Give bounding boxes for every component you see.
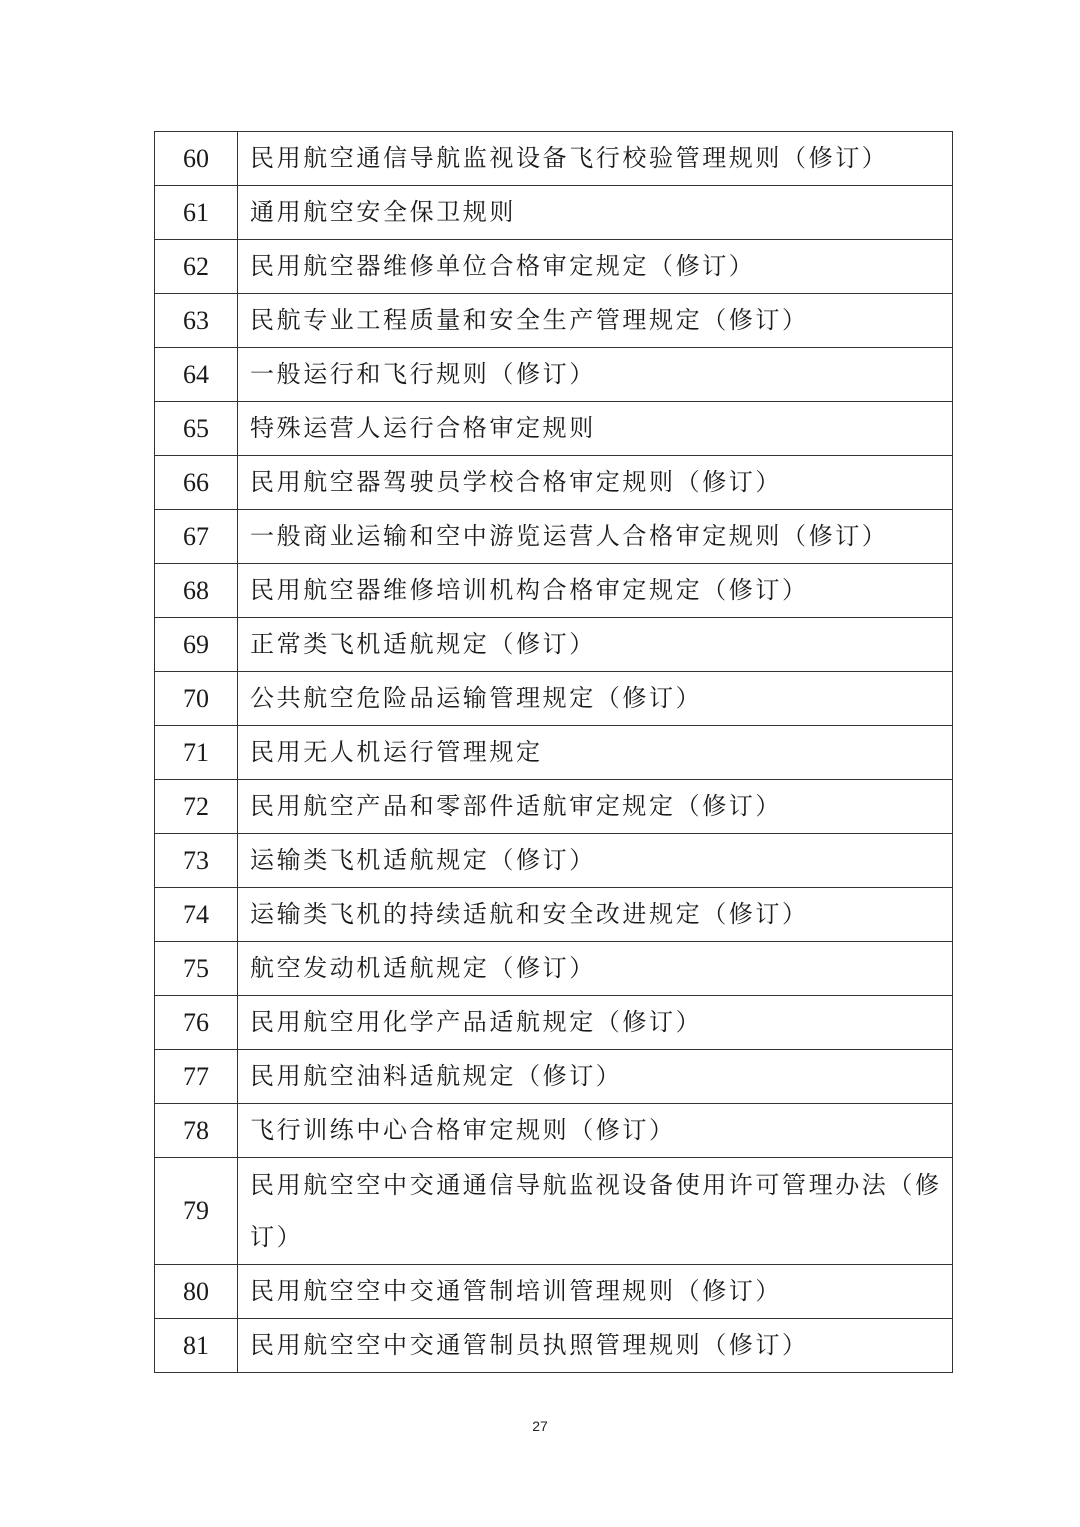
row-number: 73 [155, 834, 238, 888]
table-row [155, 186, 953, 240]
row-number: 65 [155, 402, 238, 456]
row-number: 62 [155, 240, 238, 294]
row-number: 70 [155, 672, 238, 726]
regulation-title: 民用航空用化学产品适航规定（修订） [238, 996, 953, 1050]
row-number: 78 [155, 1104, 238, 1158]
table-row [155, 564, 953, 618]
row-number: 79 [155, 1158, 238, 1265]
row-number: 77 [155, 1050, 238, 1104]
regulation-title: 飞行训练中心合格审定规则（修订） [238, 1104, 953, 1158]
regulation-title: 民用航空空中交通管制员执照管理规则（修订） [238, 1319, 953, 1373]
row-number: 69 [155, 618, 238, 672]
regulation-title: 特殊运营人运行合格审定规则 [238, 402, 953, 456]
table-row [155, 618, 953, 672]
regulation-title: 民用航空器驾驶员学校合格审定规则（修订） [238, 456, 953, 510]
row-number: 81 [155, 1319, 238, 1373]
row-number: 72 [155, 780, 238, 834]
row-number: 74 [155, 888, 238, 942]
regulation-title: 通用航空安全保卫规则 [238, 186, 953, 240]
regulation-title: 民用航空器维修培训机构合格审定规定（修订） [238, 564, 953, 618]
table-row [155, 1050, 953, 1104]
regulation-title: 民用航空通信导航监视设备飞行校验管理规则（修订） [238, 132, 953, 186]
table-row [155, 132, 953, 186]
table-row [155, 1158, 953, 1265]
row-number: 66 [155, 456, 238, 510]
table-row [155, 240, 953, 294]
table-row [155, 402, 953, 456]
table-row [155, 456, 953, 510]
table-row [155, 1319, 953, 1373]
table-row [155, 996, 953, 1050]
regulation-table [154, 131, 953, 1373]
table-row [155, 780, 953, 834]
table-row [155, 348, 953, 402]
regulation-title: 民用航空油料适航规定（修订） [238, 1050, 953, 1104]
regulation-title: 运输类飞机适航规定（修订） [238, 834, 953, 888]
table-row [155, 726, 953, 780]
table-row [155, 942, 953, 996]
regulation-title: 运输类飞机的持续适航和安全改进规定（修订） [238, 888, 953, 942]
row-number: 67 [155, 510, 238, 564]
row-number: 63 [155, 294, 238, 348]
row-number: 75 [155, 942, 238, 996]
regulation-title: 一般运行和飞行规则（修订） [238, 348, 953, 402]
regulation-title: 民用无人机运行管理规定 [238, 726, 953, 780]
regulation-title: 民用航空产品和零部件适航审定规定（修订） [238, 780, 953, 834]
regulation-title: 航空发动机适航规定（修订） [238, 942, 953, 996]
table-row [155, 672, 953, 726]
row-number: 71 [155, 726, 238, 780]
regulation-title: 公共航空危险品运输管理规定（修订） [238, 672, 953, 726]
regulation-title: 民航专业工程质量和安全生产管理规定（修订） [238, 294, 953, 348]
table-row [155, 510, 953, 564]
row-number: 68 [155, 564, 238, 618]
row-number: 60 [155, 132, 238, 186]
regulation-title: 民用航空空中交通管制培训管理规则（修订） [238, 1265, 953, 1319]
page-number: 27 [532, 1418, 548, 1434]
row-number: 76 [155, 996, 238, 1050]
regulation-title: 正常类飞机适航规定（修订） [238, 618, 953, 672]
table-row [155, 888, 953, 942]
regulation-title: 民用航空器维修单位合格审定规定（修订） [238, 240, 953, 294]
row-number: 80 [155, 1265, 238, 1319]
table-row [155, 1104, 953, 1158]
regulation-title: 民用航空空中交通通信导航监视设备使用许可管理办法（修订） [238, 1158, 953, 1265]
table-row [155, 1265, 953, 1319]
regulation-title: 一般商业运输和空中游览运营人合格审定规则（修订） [238, 510, 953, 564]
table-row [155, 294, 953, 348]
table-row [155, 834, 953, 888]
row-number: 64 [155, 348, 238, 402]
row-number: 61 [155, 186, 238, 240]
